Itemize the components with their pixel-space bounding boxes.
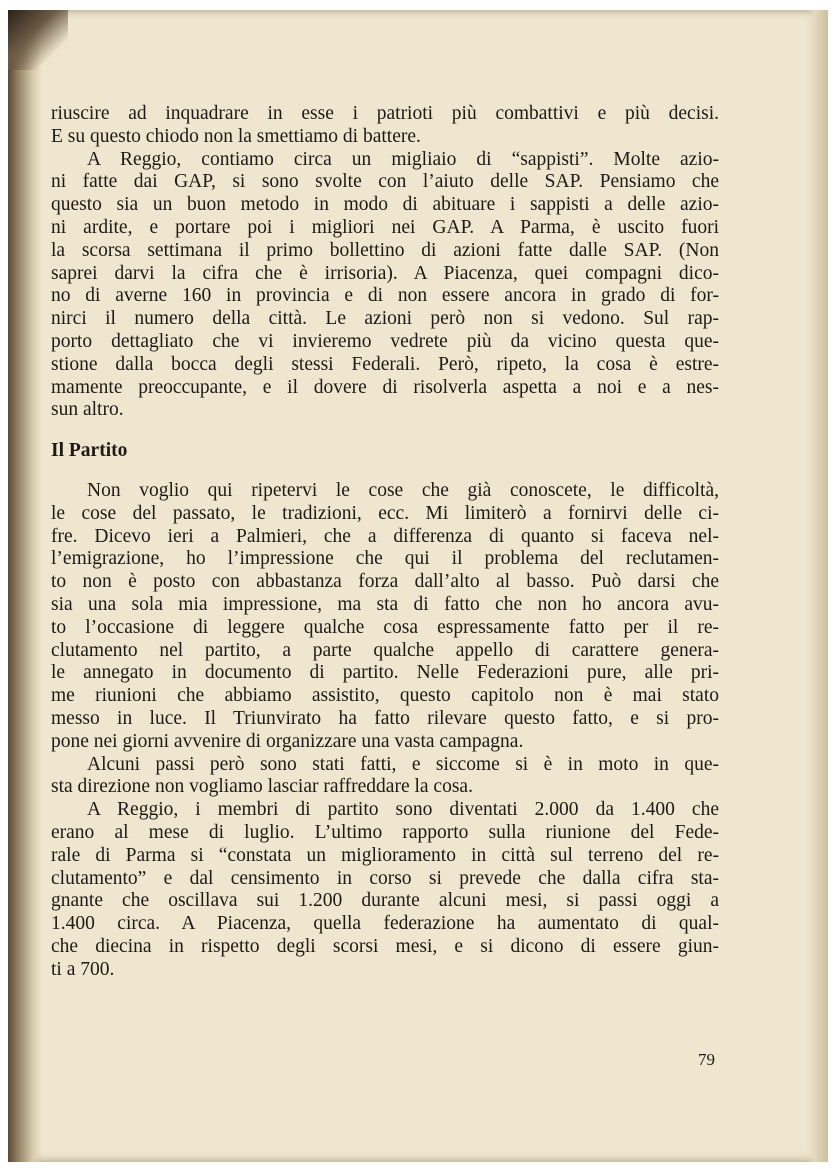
text-line: messo in luce. Il Triunvirato ha fatto rilevare questo fatto, e si pro- (51, 707, 719, 729)
text-line: che diecina in rispetto degli scorsi mesi, e si dicono di essere giun- (51, 935, 719, 957)
text-line: Non voglio qui ripetervi le cose che già conoscete, le difficoltà, (87, 479, 719, 501)
page-number: 79 (698, 1050, 715, 1069)
text-line: sia una sola mia impressione, ma sta di fatto che non ho ancora avu- (51, 593, 719, 615)
text-line: Alcuni passi però sono stati fatti, e siccome si è in moto in que- (87, 753, 719, 775)
text-line: 1.400 circa. A Piacenza, quella federazione ha aumentato di qual- (51, 913, 719, 935)
page-body (51, 103, 719, 981)
text-line: mamente preoccupante, e il dovere di risolverla aspetta a noi e a nes- (51, 376, 719, 398)
text-line: sun altro. (51, 399, 124, 421)
text-line: A Reggio, contiamo circa un migliaio di “sappisti”. Molte azio- (87, 148, 719, 170)
paragraph-5 (51, 799, 719, 981)
text-line: rale di Parma si “constata un miglioramento in città sul terreno del re- (51, 844, 719, 866)
text-line: me riunioni che abbiamo assistito, questo capitolo non è mai stato (51, 685, 719, 707)
text-line: sta direzione non vogliamo lasciar raffreddare la cosa. (51, 776, 473, 798)
text-line: la scorsa settimana il primo bollettino di azioni fatte dalle SAP. (Non (51, 239, 719, 261)
text-line: le cose del passato, le tradizioni, ecc. Mi limiterò a fornirvi delle ci- (51, 502, 719, 524)
text-line: erano al mese di luglio. L’ultimo rapporto sulla riunione del Fede- (51, 821, 719, 843)
text-line: gnante che oscillava sui 1.200 durante alcuni mesi, si passi oggi a (51, 890, 719, 912)
text-line: ti a 700. (51, 958, 115, 980)
text-line: ni ardite, e portare poi i migliori nei GAP. A Parma, è uscito fuori (51, 216, 719, 238)
paragraph-1 (51, 103, 719, 149)
text-line: ni fatte dai GAP, si sono svolte con l’aiuto delle SAP. Pensiamo che (51, 171, 719, 193)
text-line: nirci il numero della città. Le azioni però non si vedono. Sul rap- (51, 308, 719, 330)
text-line: pone nei giorni avvenire di organizzare una vasta campagna. (51, 730, 524, 752)
text-line: no di averne 160 in provincia e di non essere ancora in grado di for- (51, 285, 719, 307)
text-line: saprei darvi la cifra che è irrisoria). A Piacenza, quei compagni dico- (51, 262, 719, 284)
page-gutter-shadow (8, 10, 42, 1162)
text-line: to l’occasione di leggere qualche cosa espressamente fatto per il re- (51, 616, 719, 638)
text-line: l’emigrazione, ho l’impressione che qui il problema del reclutamen- (51, 548, 719, 570)
page-edge (806, 10, 828, 1162)
text-line: questo sia un buon metodo in modo di abituare i sappisti a delle azio- (51, 194, 719, 216)
paragraph-2 (51, 149, 719, 423)
text-line: E su questo chiodo non la smettiamo di battere. (51, 125, 421, 147)
text-line: clutamento” e dal censimento in corso si prevede che dalla cifra sta- (51, 867, 719, 889)
text-line: porto dettagliato che vi invieremo vedrete più da vicino questa que- (51, 330, 719, 352)
text-line: le annegato in documento di partito. Nelle Federazioni pure, alle pri- (51, 662, 719, 684)
text-line: to non è posto con abbastanza forza dall’alto al basso. Può darsi che (51, 571, 719, 593)
paragraph-4 (51, 754, 719, 800)
text-line: fre. Dicevo ieri a Palmieri, che a differenza di quanto si faceva nel- (51, 525, 719, 547)
text-line: riuscire ad inquadrare in esse i patrioti più combattivi e più decisi. (51, 103, 719, 124)
text-line: stione dalla bocca degli stessi Federali. Però, ripeto, la cosa è estre- (51, 353, 719, 375)
text-line: clutamento nel partito, a parte qualche appello di carattere genera- (51, 639, 719, 661)
section-heading: Il Partito (51, 440, 128, 462)
text-line: A Reggio, i membri di partito sono diventati 2.000 da 1.400 che (87, 799, 719, 821)
paragraph-3 (51, 480, 719, 754)
page-corner-shadow (8, 10, 68, 70)
